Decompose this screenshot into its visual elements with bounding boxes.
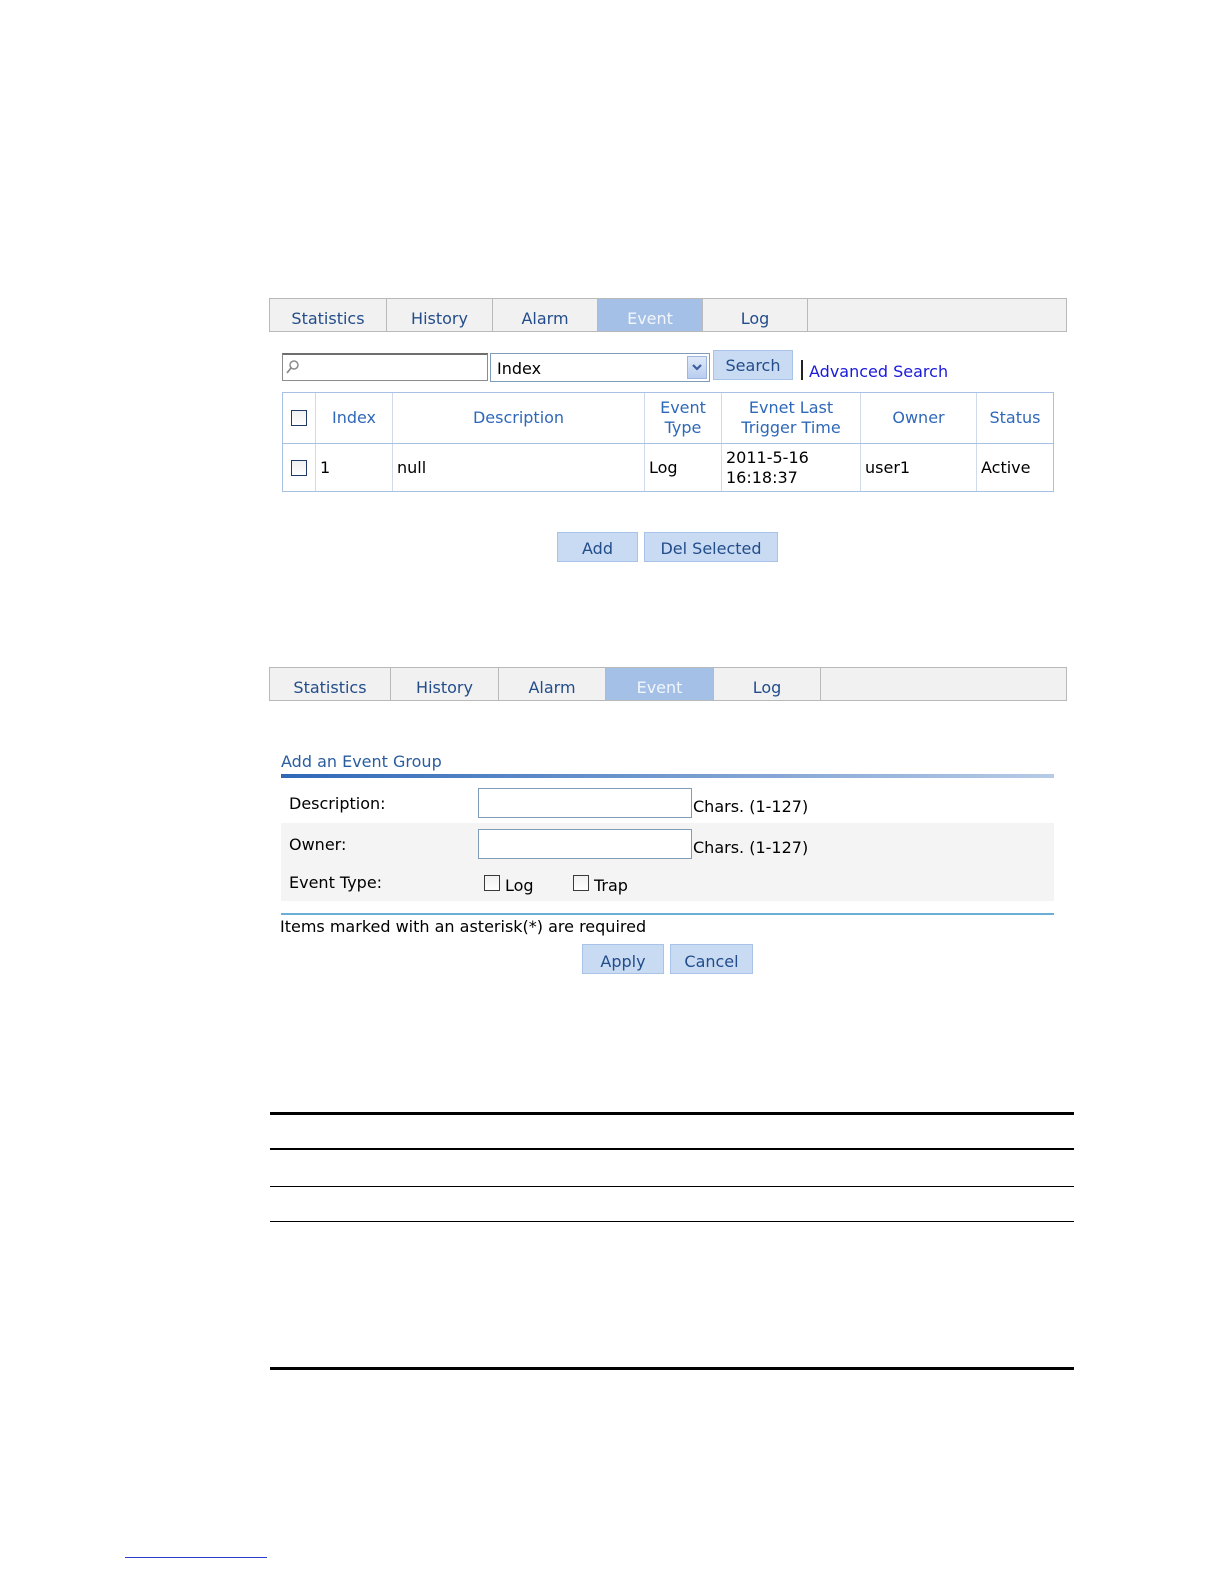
tab-log[interactable]: Log [714, 668, 821, 700]
row-trigger-time [722, 444, 861, 491]
form-bottom-rule [281, 913, 1054, 915]
owner-field[interactable] [478, 829, 692, 859]
header-trigger-time-line2: Trigger Time [741, 418, 841, 437]
chevron-down-icon[interactable] [687, 356, 707, 379]
header-event-type-line2: Type [664, 418, 702, 437]
event-table [282, 392, 1054, 492]
owner-hint: Chars. (1-127) [693, 838, 809, 857]
description-field[interactable] [478, 788, 692, 818]
search-icon [285, 359, 301, 375]
row-description: null [393, 444, 645, 491]
header-event-type-line1: Event [660, 398, 706, 417]
tab-alarm[interactable]: Alarm [493, 299, 598, 331]
trap-checkbox[interactable] [573, 875, 589, 891]
select-all-checkbox[interactable] [291, 410, 307, 426]
description-row [281, 782, 1054, 822]
log-checkbox-label: Log [505, 876, 534, 895]
search-input[interactable] [282, 353, 488, 381]
log-checkbox[interactable] [484, 875, 500, 891]
separator [801, 360, 803, 380]
header-select-cell [283, 393, 316, 443]
doc-table-top-rule [270, 1112, 1074, 1115]
header-status[interactable]: Status [989, 408, 1041, 427]
doc-table-bottom-rule [270, 1367, 1074, 1370]
search-field-select[interactable] [490, 353, 710, 382]
tab-alarm[interactable]: Alarm [499, 668, 606, 700]
row-status: Active [981, 457, 1031, 477]
tab-log[interactable]: Log [703, 299, 808, 331]
cancel-button[interactable]: Cancel [670, 944, 753, 974]
header-description[interactable]: Description [393, 393, 645, 443]
row-checkbox[interactable] [291, 460, 307, 476]
header-trigger-time[interactable] [722, 393, 861, 443]
doc-table-row-rule [270, 1186, 1074, 1187]
row-owner: user1 [861, 444, 977, 491]
header-event-type[interactable] [645, 393, 722, 443]
tab-event[interactable]: Event [606, 668, 714, 700]
add-button[interactable]: Add [557, 532, 638, 562]
tab-statistics[interactable]: Statistics [270, 299, 387, 331]
apply-button[interactable]: Apply [582, 944, 664, 974]
row-trigger-date: 2011-5-16 [726, 447, 809, 467]
tab-bar-list [269, 298, 1067, 332]
row-select-cell [283, 444, 316, 491]
doc-table-header-rule [270, 1148, 1074, 1150]
header-trigger-time-line1: Evnet Last [748, 398, 834, 417]
doc-table-row-rule [270, 1221, 1074, 1222]
event-type-label: Event Type: [289, 873, 383, 892]
header-owner[interactable]: Owner [861, 393, 977, 443]
tab-statistics[interactable]: Statistics [270, 668, 391, 700]
search-button[interactable]: Search [713, 350, 793, 380]
description-label: Description: [289, 794, 386, 813]
row-trigger-clock: 16:18:37 [726, 467, 798, 487]
tab-bar-form [269, 667, 1067, 701]
tab-history[interactable]: History [387, 299, 493, 331]
owner-row [281, 823, 1054, 901]
header-index[interactable]: Index [316, 393, 393, 443]
required-note: Items marked with an asterisk(*) are required [280, 917, 647, 936]
row-event-type: Log [645, 444, 722, 491]
advanced-search-link[interactable]: Advanced Search [809, 362, 949, 381]
row-index: 1 [316, 444, 393, 491]
form-title: Add an Event Group [281, 752, 442, 771]
owner-label: Owner: [289, 835, 347, 854]
trap-checkbox-label: Trap [594, 876, 628, 895]
description-hint: Chars. (1-127) [693, 797, 809, 816]
form-title-rule [281, 774, 1054, 778]
tab-event[interactable]: Event [598, 299, 703, 331]
search-field-value: Index [497, 359, 542, 378]
tab-history[interactable]: History [391, 668, 499, 700]
footnote-rule [125, 1557, 267, 1558]
del-selected-button[interactable]: Del Selected [644, 532, 778, 562]
